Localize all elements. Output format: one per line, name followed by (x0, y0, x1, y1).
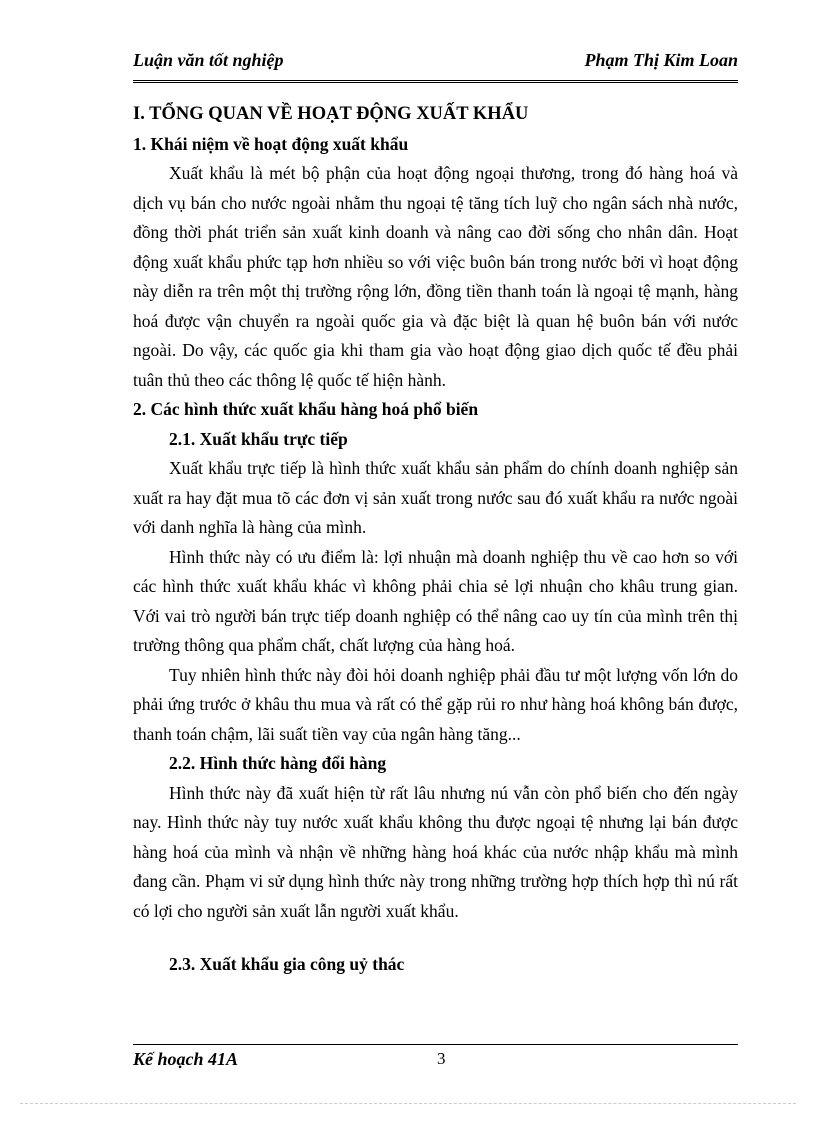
paragraph-2-1-c: Tuy nhiên hình thức này đòi hỏi doanh nghiệp phải đầu tư một lượng vốn lớn do phải ứng trước ở khâu thu mua và rất có thể gặp rủi ro như hàng hoá không bán được, thanh toán chậm, lãi suất tiền vay của ngân hàng tăng... (133, 664, 738, 744)
heading-2-2: 2.2. Hình thức hàng đổi hàng (169, 753, 387, 773)
paragraph-1: Xuất khẩu là mét bộ phận của hoạt động ngoại thương, trong đó hàng hoá và dịch vụ bán cho nước ngoài nhằm thu ngoại tệ tăng tích luỹ cho ngân sách nhà nước, đồng thời phát triển sản xuất kinh doanh và nâng cao đời sống cho nhân dân. Hoạt động xuất khẩu phức tạp hơn nhiều so với việc buôn bán trong nước bởi vì hoạt động này diễn ra trên một thị trường rộng lớn, đồng tiền thanh toán là ngoại tệ mạnh, hàng hoá được vận chuyển ra ngoài quốc gia và đặc biệt là quan hệ buôn bán với nước ngoài. Do vậy, các quốc gia khi tham gia vào hoạt động giao dịch quốc tế đều phải tuân thủ theo các thông lệ quốc tế hiện hành. (133, 163, 738, 390)
page-header (133, 50, 738, 83)
header-thesis-label: Luận văn tốt nghiệp (133, 50, 284, 70)
header-author-name: Phạm Thị Kim Loan (584, 50, 738, 70)
document-body (133, 100, 738, 980)
paragraph-2-1-a: Xuất khẩu trực tiếp là hình thức xuất khẩu sản phẩm do chính doanh nghiệp sản xuất ra hay đặt mua tõ các đơn vị sản xuất trong nước sau đó xuất khẩu ra nước ngoài với danh nghĩa là hàng của mình. (133, 458, 738, 537)
page-edge-divider (20, 1103, 796, 1104)
paragraph-2-2: Hình thức này đã xuất hiện từ rất lâu nhưng nú vẫn còn phổ biến cho đến ngày nay. Hình thức này tuy nước xuất khẩu không thu được ngoại tệ nhưng lại bán được hàng hoá của mình và nhận về những hàng hoá khác của nước nhập khẩu mà mình đang cần. Phạm vi sử dụng hình thức này trong những trường hợp thích hợp thì nú rất có lợi cho người sản xuất lẫn người xuất khẩu. (133, 782, 738, 921)
heading-1: 1. Khái niệm về hoạt động xuất khẩu (133, 133, 409, 154)
heading-2: 2. Các hình thức xuất khẩu hàng hoá phổ biến (133, 399, 479, 419)
heading-2-3: 2.3. Xuất khẩu gia công uỷ thác (169, 954, 405, 974)
footer-class-label: Kế hoạch 41A (133, 1049, 239, 1069)
page-footer (133, 1044, 738, 1079)
section-title: I. TỔNG QUAN VỀ HOẠT ĐỘNG XUẤT KHẨU (133, 104, 529, 124)
paragraph-2-1-b: Hình thức này có ưu điểm là: lợi nhuận mà doanh nghiệp thu về cao hơn so với các hình thức xuất khẩu khác vì không phải chia sẻ lợi nhuận cho khâu trung gian. Với vai trò người bán trực tiếp doanh nghiệp có thể nâng cao uy tín của mình trên thị trường thông qua phẩm chất, chất lượng của hàng hoá. (133, 546, 738, 655)
spacer (133, 926, 738, 950)
heading-2-1: 2.1. Xuất khẩu trực tiếp (169, 428, 348, 449)
page-number: 3 (437, 1049, 446, 1068)
